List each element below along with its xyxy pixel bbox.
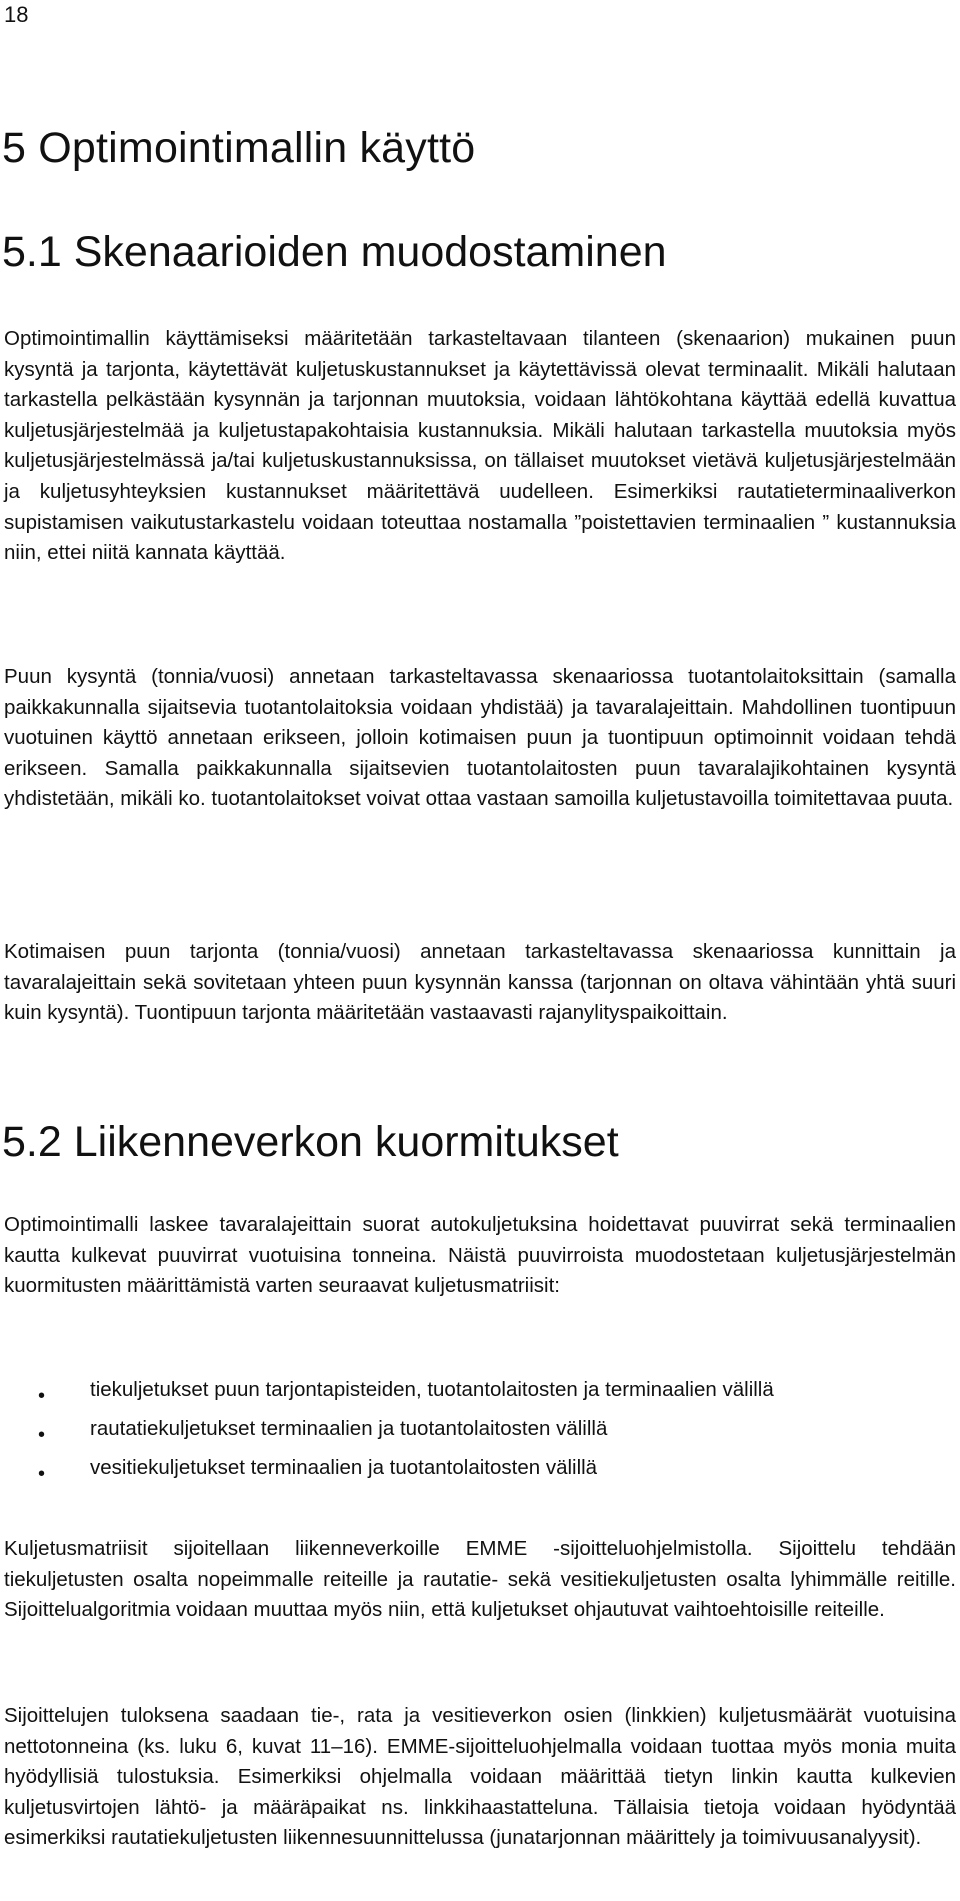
section-heading-5-2: 5.2 Liikenneverkon kuormitukset [2, 1118, 619, 1166]
chapter-heading: 5 Optimointimallin käyttö [2, 124, 476, 172]
paragraph-assignment-results: Sijoittelujen tuloksena saadaan tie-, rata ja vesitieverkon osien (linkkien) kuljetusmäärät vuotuisina nettotonneina (ks. luku 6, kuvat 11–16). EMME-sijoitteluohjelmalla voidaan tuottaa myös monia muita hyödyllisiä tulostuksia. Esimerkiksi ohjelmalla voidaan määrittää tietyn linkin kautta kulkevien kuljetusvirtojen lähtö- ja määräpaikat ns. linkkihaastatteluna. Tällaisia tietoja voidaan hyödyntää esimerkiksi rautatiekuljetusten liikennesuunnittelussa (junatarjonnan määrittely ja toimivuusanalyysit). [4, 1704, 956, 1850]
page-number: 18 [4, 2, 29, 27]
section-heading-5-1: 5.1 Skenaarioiden muodostaminen [2, 228, 667, 276]
bullet-icon: • [38, 1385, 46, 1407]
paragraph-scenario-definition: Optimointimallin käyttämiseksi määritetään tarkasteltavaan tilanteen (skenaarion) mukainen puun kysyntä ja tarjonta, käytettävät kuljetuskustannukset ja käytettävissä olevat terminaalit. Mikäli halutaan tarkastella pelkästään kysynnän ja tarjonnan muutoksia, voidaan lähtökohtana käyttää edellä kuvattua kuljetusjärjestelmää ja kuljetustapakohtaisia kustannuksia. Mikäli halutaan tarkastella muutoksia myös kuljetusjärjestelmässä ja/tai kuljetuskustannuksissa, on tällaiset muutokset vietävä kuljetusjärjestelmään ja kuljetusyhteyksien kustannukset määritettävä uudelleen. Esimerkiksi rautatieterminaaliverkon supistamisen vaikutustarkastelu voidaan toteuttaa nostamalla ”poistettavien terminaalien ” kustannuksia niin, ettei niitä kannata käyttää. [4, 327, 956, 565]
paragraph-wood-demand: Puun kysyntä (tonnia/vuosi) annetaan tarkasteltavassa skenaariossa tuotantolaitoksittain (samalla paikkakunnalla sijaitsevia tuotantolaitoksia voidaan yhdistää) ja tavaralajeittain. Mahdollinen tuontipuun vuotuinen käyttö annetaan erikseen, jolloin kotimaisen puun ja tuontipuun optimoinnit voidaan tehdä erikseen. Samalla paikkakunnalla sijaitsevien tuotantolaitosten puun tavaralajikohtainen kysyntä yhdistetään, mikäli ko. tuotantolaitokset voivat ottaa vastaan samoilla kuljetustavoilla toimitettavaa puuta. [4, 665, 956, 811]
paragraph-model-output: Optimointimalli laskee tavaralajeittain suorat autokuljetuksina hoidettavat puuvirrat sekä terminaalien kautta kulkevat puuvirrat vuotuisina tonneina. Näistä puuvirroista muodostetaan kuljetusjärjestelmän kuormitusten määrittämistä varten seuraavat kuljetusmatriisit: [4, 1213, 956, 1298]
transport-matrix-list [0, 1375, 960, 1492]
list-item-text: tiekuljetukset puun tarjontapisteiden, tuotantolaitosten ja terminaalien välillä [90, 1378, 774, 1401]
list-item [0, 1453, 960, 1492]
bullet-icon: • [38, 1424, 46, 1446]
bullet-icon: • [38, 1463, 46, 1485]
paragraph-wood-supply: Kotimaisen puun tarjonta (tonnia/vuosi) annetaan tarkasteltavassa skenaariossa kunnittain ja tavaralajeittain sekä sovitetaan yhteen puun kysynnän kanssa (tarjonnan on oltava vähintään yhtä suuri kuin kysyntä). Tuontipuun tarjonta määritetään vastaavasti rajanylityspaikoittain. [4, 940, 956, 1025]
list-item-text: vesitiekuljetukset terminaalien ja tuotantolaitosten välillä [90, 1456, 598, 1479]
list-item-text: rautatiekuljetukset terminaalien ja tuotantolaitosten välillä [90, 1417, 608, 1440]
list-item [0, 1375, 960, 1414]
list-item [0, 1414, 960, 1453]
paragraph-assignment: Kuljetusmatriisit sijoitellaan liikenneverkoille EMME -sijoitteluohjelmistolla. Sijoittelu tehdään tiekuljetusten osalta nopeimmalle reiteille ja rautatie- sekä vesitiekuljetusten osalta lyhimmälle reitille. Sijoittelualgoritmia voidaan muuttaa myös niin, että kuljetukset ohjautuvat vaihtoehtoisille reiteille. [4, 1537, 956, 1622]
